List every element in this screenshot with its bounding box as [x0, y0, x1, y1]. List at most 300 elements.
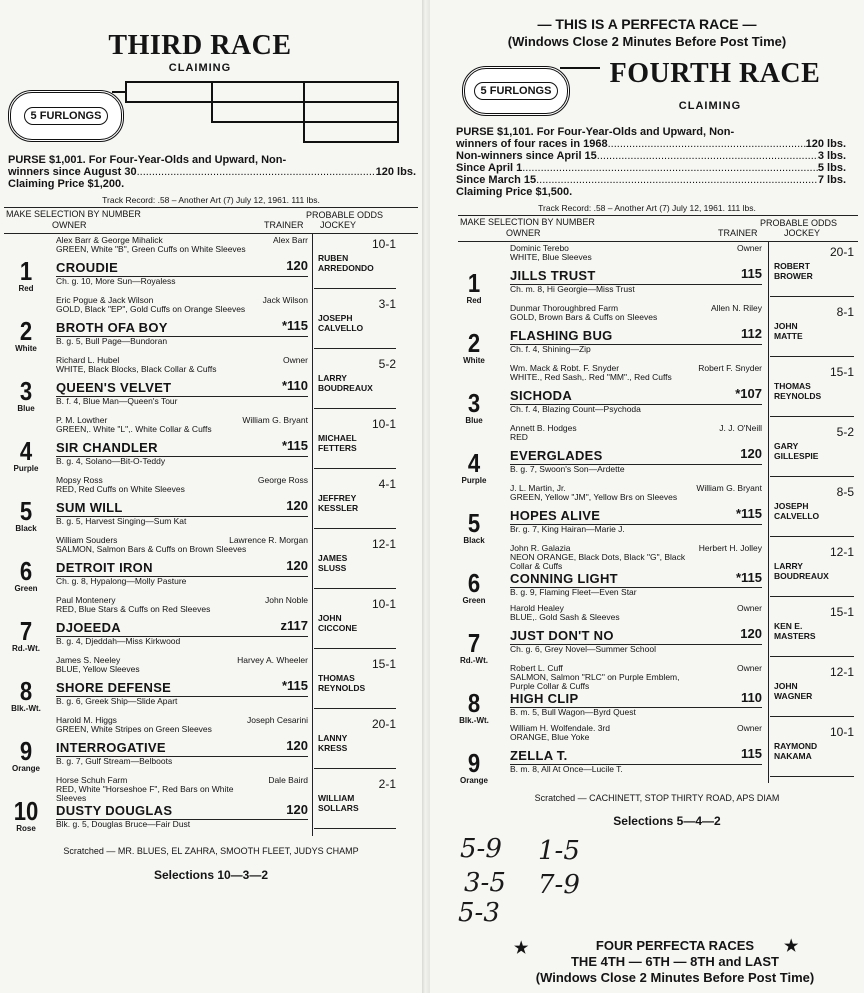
breeding: B. m. 5, Bull Wagon—Byrd Quest [510, 707, 762, 718]
jockey-last: FETTERS [318, 442, 357, 453]
star-icon: ★ [784, 938, 799, 955]
owner-name: Horse Schuh Farm [56, 776, 128, 785]
probable-odds: 10-1 [371, 237, 396, 251]
weight: *110 [281, 378, 308, 393]
handwritten-note: 5-3 [458, 898, 500, 928]
jockey-name [774, 502, 819, 521]
breeding: Ch. g. 6, Grey Novel—Summer School [510, 644, 762, 655]
owner-name: Dominic Terebo [510, 244, 569, 253]
program-number [2, 318, 50, 353]
jockey-first: MICHAEL [318, 433, 357, 443]
owner-name: James S. Neeley [56, 656, 121, 665]
probable-odds: 2-1 [378, 777, 396, 791]
jockey-first: LARRY [774, 561, 803, 571]
condition-weight: 120 lbs. [805, 138, 846, 150]
horse-name: HOPES ALIVE [510, 508, 601, 523]
probable-odds: 20-1 [829, 245, 854, 259]
saddle-color: Green [462, 596, 486, 605]
horse-name: FLASHING BUG [510, 328, 613, 343]
weight: *115 [281, 318, 308, 333]
horse-name: SIR CHANDLER [56, 440, 158, 455]
breeding: B. g. 7, Swoon's Son—Ardette [510, 464, 762, 475]
program-number [2, 498, 50, 533]
condition-text: winners of four races in 1968 [456, 138, 608, 150]
probable-odds: 5-2 [378, 357, 396, 371]
program-number [450, 450, 498, 485]
saddle-color: Blue [17, 404, 35, 413]
silks-colors: GOLD, Brown Bars & Cuffs on Sleeves [510, 313, 658, 322]
odds-underline [314, 288, 396, 289]
jockey-first: GARY [774, 441, 799, 451]
horse-name: BROTH OFA BOY [56, 320, 168, 335]
post-position: 9 [19, 736, 33, 766]
program-number [2, 678, 50, 713]
weight: 120 [286, 738, 308, 753]
silks-colors: BLUE, Yellow Sleeves [56, 665, 140, 674]
weight: 115 [741, 266, 762, 281]
jockey-first: RUBEN [318, 253, 349, 263]
weight: 120 [286, 258, 308, 273]
trainer-name: Owner [736, 604, 762, 613]
condition-row [456, 174, 846, 186]
horse-name: QUEEN'S VELVET [56, 380, 172, 395]
distance-oval [462, 66, 570, 116]
breeding: Ch. g. 10, More Sun—Royaless [56, 276, 308, 287]
weight: *115 [281, 438, 308, 453]
trainer-name: Owner [282, 356, 308, 365]
program-number [450, 510, 498, 545]
odds-underline [770, 296, 854, 297]
jockey-name [318, 314, 363, 333]
probable-odds: 5-2 [836, 425, 854, 439]
silks-colors: WHITE., Red Sash,. Red "MM"., Red Cuffs [510, 373, 672, 382]
handwritten-note: 5-9 [460, 834, 502, 864]
entry-row [430, 424, 864, 484]
entry-row [0, 596, 422, 656]
odds-header: PROBABLE ODDS [760, 218, 838, 228]
condition-row [456, 162, 846, 174]
windows-close-note: (Windows Close 2 Minutes Before Post Time) [507, 34, 787, 49]
divider [4, 207, 418, 208]
jockey-header: JOCKEY [784, 228, 821, 238]
silks-colors: ORANGE, Blue Yoke [510, 733, 590, 742]
third-race-type: CLAIMING [168, 62, 232, 74]
odds-underline [770, 416, 854, 417]
probable-odds: 12-1 [829, 665, 854, 679]
distance-label: 5 FURLONGS [24, 107, 109, 125]
odds-underline [314, 408, 396, 409]
third-race-conditions [8, 154, 416, 190]
entry-row [430, 664, 864, 724]
program-number [2, 438, 50, 473]
saddle-color: Orange [11, 764, 40, 773]
odds-underline [314, 468, 396, 469]
jockey-first: WILLIAM [318, 793, 355, 803]
post-position: 5 [19, 496, 33, 526]
entry-row [430, 544, 864, 604]
jockey-header: JOCKEY [320, 220, 357, 230]
jockey-first: JOHN [774, 321, 798, 331]
odds-underline [314, 828, 396, 829]
post-position: 7 [467, 628, 481, 658]
jockey-first: THOMAS [318, 673, 355, 683]
jockey-name [318, 434, 357, 453]
jockey-first: JOHN [318, 613, 342, 623]
jockey-first: KEN E. [774, 621, 803, 631]
horse-name: JILLS TRUST [510, 268, 596, 283]
entry-row [0, 476, 422, 536]
jockey-name [774, 742, 817, 761]
perfecta-banner: — THIS IS A PERFECTA RACE — [537, 16, 757, 32]
condition-text: Since April 1 [456, 162, 523, 174]
breeding: B. g. 5, Harvest Singing—Sum Kat [56, 516, 308, 527]
odds-underline [314, 588, 396, 589]
condition-weight: 5 lbs. [817, 162, 846, 174]
saddle-color: Orange [459, 776, 488, 785]
horse-name: DETROIT IRON [56, 560, 153, 575]
weight: 115 [741, 746, 762, 761]
weight: *115 [735, 506, 762, 521]
probable-odds: 12-1 [829, 545, 854, 559]
breeding: B. g. 6, Greek Ship—Slide Apart [56, 696, 308, 707]
owner-header: OWNER [52, 220, 87, 230]
weight: 120 [286, 498, 308, 513]
silks-colors-cont: Collar & Cuffs [510, 562, 563, 571]
purse-line: PURSE $1,101. For Four-Year-Olds and Upward, Non- [456, 126, 735, 138]
saddle-color: Purple [13, 464, 39, 473]
probable-odds: 8-5 [836, 485, 854, 499]
owner-name: John R. Galazia [510, 544, 571, 553]
jockey-name [318, 674, 365, 693]
odds-underline [314, 708, 396, 709]
jockey-last: GILLESPIE [774, 450, 819, 461]
breeding: Blk. g. 5, Douglas Bruce—Fair Dust [56, 819, 308, 830]
jockey-last: ARREDONDO [318, 262, 374, 273]
weight: *115 [281, 678, 308, 693]
weight: 120 [740, 626, 762, 641]
distance-label: 5 FURLONGS [474, 82, 559, 100]
column-header [0, 209, 422, 233]
post-position: 10 [13, 796, 39, 826]
program-number [450, 570, 498, 605]
saddle-color: White [463, 356, 485, 365]
owner-name: Harold Healey [510, 604, 564, 613]
program-number [450, 630, 498, 665]
condition-row [456, 138, 846, 150]
probable-odds: 3-1 [378, 297, 396, 311]
jockey-first: JOSEPH [318, 313, 353, 323]
post-position: 6 [467, 568, 481, 598]
owner-name: J. L. Martin, Jr. [510, 484, 566, 493]
track-record: Track Record: .58 – Another Art (7) July 12, 1961. 111 lbs. [102, 195, 320, 205]
trainer-name: Alex Barr [273, 236, 308, 245]
entry-row [430, 604, 864, 664]
horse-name: SICHODA [510, 388, 573, 403]
saddle-color: Red [466, 296, 482, 305]
horse-name: CONNING LIGHT [510, 571, 618, 586]
program-number [2, 378, 50, 413]
horse-name: DJOEEDA [56, 620, 121, 635]
post-position: 2 [467, 328, 481, 358]
jockey-last: REYNOLDS [318, 682, 366, 693]
program-number [450, 270, 498, 305]
saddle-color: Black [463, 536, 485, 545]
claiming-price: Claiming Price $1,500. [456, 186, 573, 198]
horse-name: ZELLA T. [510, 748, 568, 763]
track-record: Track Record: .58 – Another Art (7) July 12, 1961. 111 lbs. [538, 203, 756, 213]
trainer-name: Owner [736, 664, 762, 673]
star-icon: ★ [514, 940, 529, 957]
weight: 120 [286, 558, 308, 573]
jockey-first: ROBERT [774, 261, 810, 271]
horse-name: INTERROGATIVE [56, 740, 166, 755]
trainer-name: Owner [736, 724, 762, 733]
jockey-name [774, 322, 803, 341]
jockey-name [774, 262, 813, 281]
jockey-name [774, 382, 821, 401]
owner-name: P. M. Lowther [56, 416, 108, 425]
horse-name: DUSTY DOUGLAS [56, 803, 173, 818]
jockey-first: JOHN [774, 681, 798, 691]
condition-row [456, 150, 846, 162]
weight: *115 [735, 570, 762, 585]
third-race-page [0, 0, 422, 993]
saddle-color: Purple [461, 476, 487, 485]
scratched-list: Scratched — MR. BLUES, EL ZAHRA, SMOOTH FLEET, JUDYS CHAMP [63, 846, 359, 856]
column-header [430, 217, 864, 241]
jockey-last: NAKAMA [774, 750, 812, 761]
owner-name: Richard L. Hubel [56, 356, 120, 365]
breeding: Ch. f. 4, Shining—Zip [510, 344, 762, 355]
silks-colors: RED, Red Cuffs on White Sleeves [56, 485, 185, 494]
jockey-first: RAYMOND [774, 741, 818, 751]
jockey-name [318, 614, 357, 633]
jockey-name [318, 734, 347, 753]
post-position: 8 [467, 688, 481, 718]
silks-colors: RED, Blue Stars & Cuffs on Red Sleeves [56, 605, 211, 614]
jockey-last: MATTE [774, 330, 803, 341]
post-position: 6 [19, 556, 33, 586]
trainer-name: George Ross [257, 476, 308, 485]
jockey-first: JOSEPH [774, 501, 809, 511]
owner-name: Dunmar Thoroughbred Farm [510, 304, 619, 313]
condition-text: Non-winners since April 15 [456, 150, 597, 162]
silks-colors: GREEN, Yellow "JM", Yellow Brs on Sleeves [510, 493, 678, 502]
post-position: 4 [19, 436, 33, 466]
fourth-race-conditions [456, 126, 846, 198]
jockey-last: KESSLER [318, 502, 359, 513]
trainer-name: J. J. O'Neill [719, 424, 762, 433]
odds-header: PROBABLE ODDS [306, 210, 384, 220]
silks-colors: GREEN, White "B", Green Cuffs on White Sleeves [56, 245, 246, 254]
jockey-last: BOUDREAUX [318, 382, 373, 393]
weight: 110 [741, 690, 762, 705]
weight: z117 [280, 618, 308, 633]
silks-colors: SALMON, Salmon "RLC" on Purple Emblem, [510, 673, 680, 682]
handwritten-note: 3-5 [464, 868, 506, 898]
jockey-last: BROWER [774, 270, 813, 281]
program-number [450, 750, 498, 785]
divider [458, 241, 858, 242]
silks-colors: GREEN, White Stripes on Green Sleeves [56, 725, 212, 734]
jockey-first: LANNY [318, 733, 348, 743]
entry-row [0, 296, 422, 356]
probable-odds: 12-1 [371, 537, 396, 551]
post-position: 4 [467, 448, 481, 478]
silks-colors: WHITE, Blue Sleeves [510, 253, 592, 262]
program-number [450, 690, 498, 725]
saddle-color: Rose [16, 824, 36, 833]
owner-name: Wm. Mack & Robt. F. Snyder [510, 364, 620, 373]
entry-row [0, 416, 422, 476]
entry-row [0, 236, 422, 296]
post-position: 9 [467, 748, 481, 778]
purse-weight: 120 lbs. [375, 166, 416, 178]
saddle-color: Green [14, 584, 38, 593]
silks-colors: GOLD, Black "EP", Gold Cuffs on Orange Sleeves [56, 305, 246, 314]
silks-colors: RED [510, 433, 528, 442]
jockey-name [774, 562, 829, 581]
trainer-name: Harvey A. Wheeler [237, 656, 308, 665]
silks-colors: RED, White "Horseshoe F", Red Bars on White [56, 785, 234, 794]
jockey-name [774, 442, 818, 461]
weight: 120 [286, 802, 308, 817]
horse-name: HIGH CLIP [510, 691, 579, 706]
owner-name: Harold M. Higgs [56, 716, 117, 725]
program-number [450, 390, 498, 425]
purse-line: PURSE $1,001. For Four-Year-Olds and Upward, Non- [8, 154, 287, 166]
post-position: 8 [19, 676, 33, 706]
owner-name: Eric Pogue & Jack Wilson [56, 296, 154, 305]
post-position: 5 [467, 508, 481, 538]
divider [458, 215, 858, 216]
silks-colors-cont: Purple Collar & Cuffs [510, 682, 590, 691]
entry-row [0, 536, 422, 596]
jockey-last: MASTERS [774, 630, 816, 641]
perfecta-footer-title: FOUR PERFECTA RACES [595, 938, 755, 953]
trainer-header: TRAINER [718, 228, 758, 238]
probable-odds: 15-1 [829, 605, 854, 619]
jockey-name [318, 554, 347, 573]
probable-odds: 10-1 [371, 417, 396, 431]
horse-name: SUM WILL [56, 500, 123, 515]
purse-condition: winners since August 30 [8, 166, 137, 178]
owner-name: William H. Wolfendale. 3rd [510, 724, 610, 733]
odds-underline [314, 528, 396, 529]
fourth-race-type: CLAIMING [678, 100, 742, 112]
jockey-first: JAMES [318, 553, 348, 563]
jockey-last: KRESS [318, 742, 348, 753]
trainer-name: Joseph Cesarini [247, 716, 308, 725]
post-position: 2 [19, 316, 33, 346]
odds-underline [770, 716, 854, 717]
odds-underline [314, 768, 396, 769]
jockey-name [318, 494, 358, 513]
handwritten-note: 1-5 [538, 836, 580, 866]
fourth-race-title: FOURTH RACE [609, 58, 821, 89]
jockey-last: SOLLARS [318, 802, 359, 813]
silks-colors: GREEN,. White "L",. White Collar & Cuffs [56, 425, 212, 434]
trainer-name: Dale Baird [268, 776, 308, 785]
fourth-race-page [430, 0, 864, 993]
jockey-last: CALVELLO [774, 510, 820, 521]
silks-colors: BLUE,. Gold Sash & Sleeves [510, 613, 620, 622]
jockey-first: JEFFREY [318, 493, 357, 503]
horse-name: JUST DON'T NO [510, 628, 614, 643]
jockey-name [774, 622, 816, 641]
weight: 112 [741, 326, 762, 341]
breeding: B. g. 4, Djeddah—Miss Kirkwood [56, 636, 308, 647]
trainer-name: Owner [736, 244, 762, 253]
condition-weight: 3 lbs. [817, 150, 846, 162]
entry-row [0, 656, 422, 716]
jockey-name [774, 682, 812, 701]
distance-oval [8, 90, 124, 142]
jockey-last: SLUSS [318, 562, 347, 573]
jockey-name [318, 374, 373, 393]
probable-odds: 15-1 [371, 657, 396, 671]
jockey-first: THOMAS [774, 381, 811, 391]
trainer-name: Herbert H. Jolley [698, 544, 762, 553]
owner-name: William Souders [56, 536, 118, 545]
selections: Selections 5—4—2 [613, 814, 721, 828]
saddle-color: Black [15, 524, 37, 533]
breeding: Ch. m. 8, Hi Georgie—Miss Trust [510, 284, 762, 295]
horse-name: SHORE DEFENSE [56, 680, 172, 695]
trainer-name: William G. Bryant [242, 416, 308, 425]
probable-odds: 20-1 [371, 717, 396, 731]
entry-row [0, 356, 422, 416]
trainer-name: William G. Bryant [696, 484, 762, 493]
make-selection-label: MAKE SELECTION BY NUMBER [460, 217, 595, 227]
trainer-name: Jack Wilson [262, 296, 308, 305]
post-position: 7 [19, 616, 33, 646]
program-number [2, 738, 50, 773]
trainer-name: John Noble [264, 596, 308, 605]
weight: *107 [735, 386, 762, 401]
condition-weight: 7 lbs. [817, 174, 846, 186]
odds-underline [770, 356, 854, 357]
odds-underline [314, 648, 396, 649]
odds-underline [770, 476, 854, 477]
odds-underline [770, 596, 854, 597]
probable-odds: 10-1 [371, 597, 396, 611]
weight: 120 [740, 446, 762, 461]
breeding: Br. g. 7, King Hairan—Marie J. [510, 524, 762, 535]
page-gutter [422, 0, 430, 993]
trainer-name: Lawrence R. Morgan [229, 536, 308, 545]
odds-underline [770, 536, 854, 537]
owner-name: Robert L. Cuff [510, 664, 563, 673]
breeding: B. g. 5, Bull Page—Bundoran [56, 336, 308, 347]
third-race-title: THIRD RACE [108, 30, 292, 61]
saddle-color: Red [18, 284, 34, 293]
program-number [450, 330, 498, 365]
owner-name: Annett B. Hodges [510, 424, 577, 433]
entry-row [0, 776, 422, 836]
post-position: 1 [19, 256, 33, 286]
jockey-last: BOUDREAUX [774, 570, 829, 581]
silks-colors: NEON ORANGE, Black Dots, Black "G", Black [510, 553, 686, 562]
post-position: 1 [467, 268, 481, 298]
make-selection-label: MAKE SELECTION BY NUMBER [6, 209, 141, 219]
breeding: B. f. 4, Blue Man—Queen's Tour [56, 396, 308, 407]
probable-odds: 4-1 [378, 477, 396, 491]
entry-row [430, 724, 864, 784]
saddle-color: Blue [465, 416, 483, 425]
breeding: Ch. f. 4, Blazing Count—Psychoda [510, 404, 762, 415]
jockey-last: WAGNER [774, 690, 813, 701]
